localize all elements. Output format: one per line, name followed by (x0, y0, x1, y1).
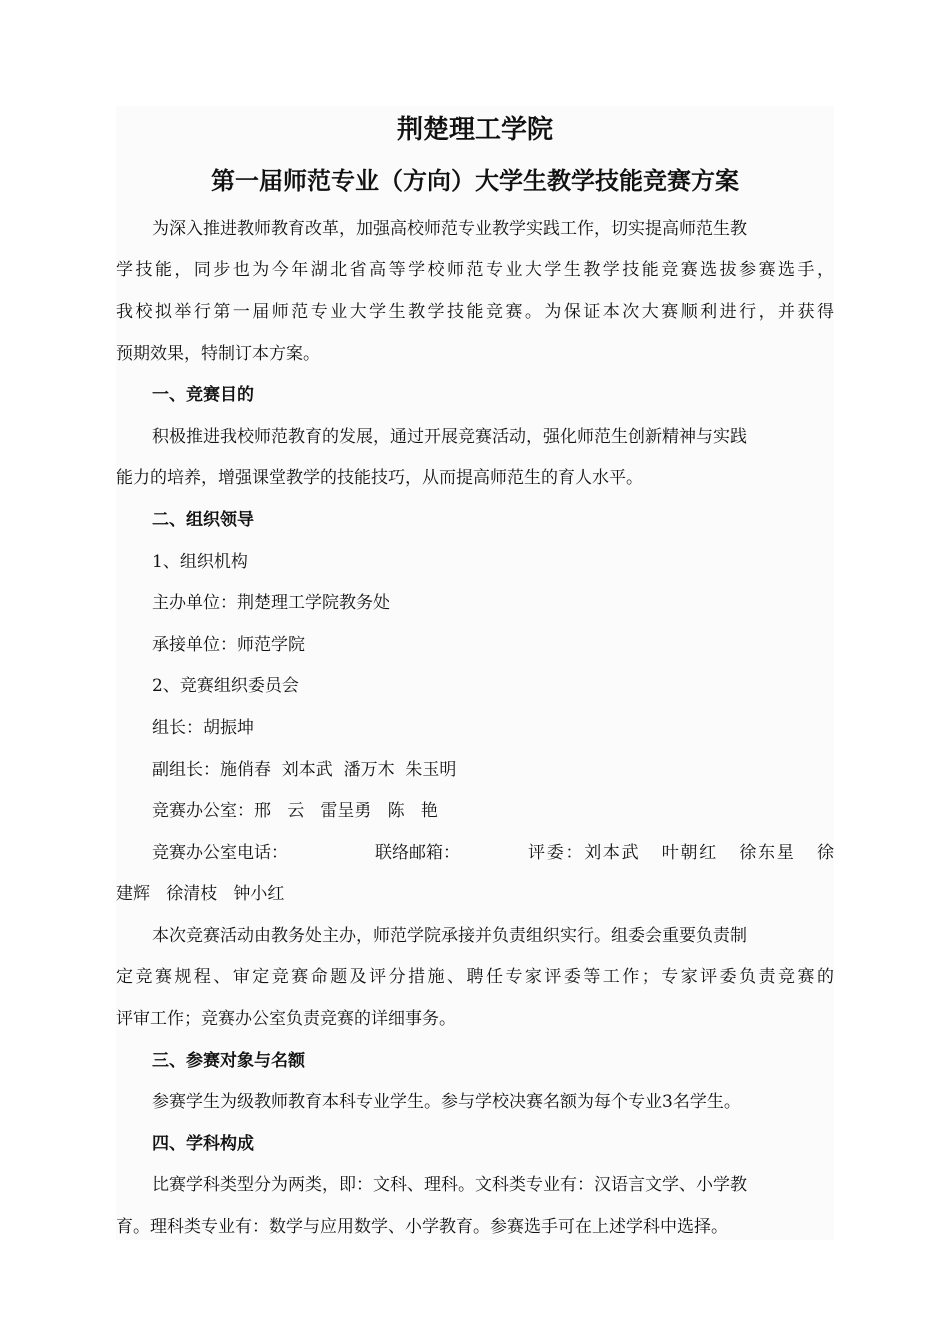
committee-leader: 组长：胡振坤 (152, 718, 254, 738)
section2-line-3: 评审工作；竞赛办公室负责竞赛的详细事务。 (116, 1009, 456, 1029)
judges-line: 评委：刘本武 叶朝红 徐东星 徐 (528, 843, 834, 863)
section1-line-1: 积极推进我校师范教育的发展，通过开展竞赛活动，强化师范生创新精神与实践 (152, 427, 747, 447)
intro-line-3: 我校拟举行第一届师范专业大学生教学技能竞赛。为保证本次大赛顺利进行，并获得 (116, 302, 834, 322)
office-email: 联络邮箱： (375, 843, 460, 863)
office-phone: 竞赛办公室电话： (152, 843, 288, 863)
section2-heading: 二、组织领导 (152, 510, 254, 530)
intro-line-2: 学技能，同步也为今年湖北省高等学校师范专业大学生教学技能竞赛选拔参赛选手， (116, 260, 834, 280)
host-unit: 主办单位：荆楚理工学院教务处 (152, 593, 390, 613)
section4-heading: 四、学科构成 (152, 1134, 254, 1154)
org-structure: 1、组织机构 (152, 552, 248, 572)
section1-line-2: 能力的培养，增强课堂教学的技能技巧，从而提高师范生的育人水平。 (116, 468, 643, 488)
committee-heading: 2、竞赛组织委员会 (152, 676, 299, 696)
section4-line-2: 育。理科类专业有：数学与应用数学、小学教育。参赛选手可在上述学科中选择。 (116, 1217, 728, 1237)
section4-line-1: 比赛学科类型分为两类，即：文科、理科。文科类专业有：汉语言文学、小学教 (152, 1175, 747, 1195)
committee-office: 竞赛办公室：邢 云 雷呈勇 陈 艳 (152, 801, 438, 821)
judges-line-cont: 建辉 徐清枝 钟小红 (116, 884, 285, 904)
intro-line-1: 为深入推进教师教育改革，加强高校师范专业教学实践工作，切实提高师范生教 (152, 219, 747, 239)
undertaker-unit: 承接单位：师范学院 (152, 635, 305, 655)
document-title: 荆楚理工学院 (396, 115, 553, 145)
intro-line-4: 预期效果，特制订本方案。 (116, 344, 320, 364)
section3-heading: 三、参赛对象与名额 (152, 1051, 305, 1071)
section1-heading: 一、竞赛目的 (152, 385, 254, 405)
section3-line: 参赛学生为级教师教育本科专业学生。参与学校决赛名额为每个专业3名学生。 (152, 1092, 741, 1112)
section2-line-2: 定竞赛规程、审定竞赛命题及评分措施、聘任专家评委等工作；专家评委负责竞赛的 (116, 967, 834, 987)
committee-deputy: 副组长：施俏春 刘本武 潘万木 朱玉明 (152, 760, 457, 780)
section2-line-1: 本次竞赛活动由教务处主办，师范学院承接并负责组织实行。组委会重要负责制 (152, 926, 747, 946)
document-subtitle: 第一届师范专业（方向）大学生教学技能竞赛方案 (211, 166, 739, 195)
